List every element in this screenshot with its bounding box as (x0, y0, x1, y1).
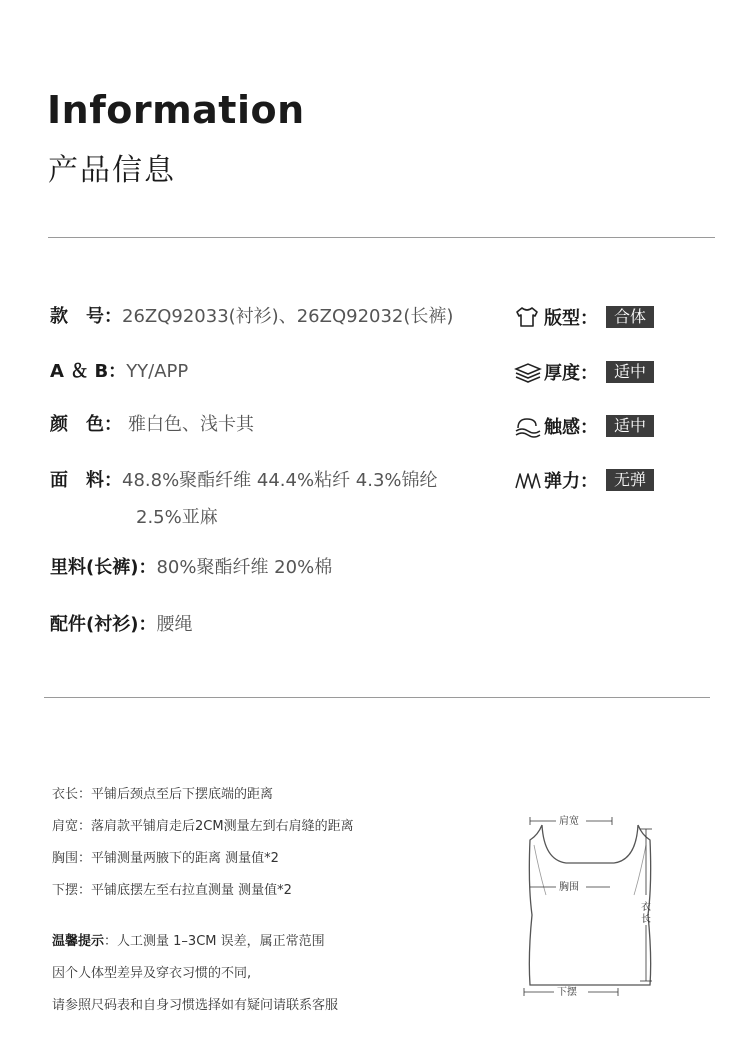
attr-tag: 合体 (606, 306, 654, 328)
tips-text: ：人工测量 1–3CM 误差，属正常范围 (104, 934, 325, 949)
attr-label: 版型： (544, 308, 598, 329)
spec-style-no (50, 305, 453, 329)
attr-label: 厚度： (544, 363, 598, 384)
spec-label: 颜 色： (50, 414, 122, 435)
diagram-length-char: 长 (641, 914, 651, 925)
attr-fit (514, 304, 654, 330)
diagram-shoulder-label: 肩宽 (559, 816, 579, 827)
spec-label: 配件(衬衫)： (50, 614, 157, 635)
attr-label: 触感： (544, 417, 598, 438)
diagram-chest-label: 胸围 (559, 882, 579, 893)
diagram-length-label (641, 900, 651, 925)
spec-fabric-line2 (136, 506, 218, 530)
elastic-wave-icon (514, 468, 542, 492)
diagram-length-char: 衣 (641, 902, 651, 913)
note-label: 肩宽： (52, 819, 92, 834)
note-text: 平铺测量两腋下的距离 测量值*2 (91, 851, 279, 866)
spec-label: 款 号： (50, 306, 122, 327)
measure-note-shoulder (52, 815, 354, 834)
attr-label: 弹力： (544, 471, 598, 492)
measurement-diagram (510, 805, 670, 1005)
note-label: 衣长： (52, 787, 92, 802)
title-english: Information (47, 88, 305, 132)
spec-label: 里料(长裤)： (50, 557, 157, 578)
tshirt-icon (514, 305, 542, 329)
spec-value: 腰绳 (156, 614, 193, 635)
measure-note-length (52, 783, 273, 802)
tips-line1 (52, 930, 325, 949)
spec-value: 雅白色、浅卡其 (128, 414, 254, 435)
middle-divider (44, 697, 710, 698)
attr-tag: 适中 (606, 415, 654, 437)
tips-line2: 因个人体型差异及穿衣习惯的不同, (52, 966, 252, 981)
spec-lining (50, 556, 332, 580)
spec-label: A ＆ B： (50, 361, 127, 382)
spec-value: 48.8%聚酯纤维 44.4%粘纤 4.3%锦纶 (122, 470, 438, 491)
spec-color (50, 413, 254, 437)
note-label: 下摆： (52, 883, 92, 898)
spec-value: YY/APP (126, 361, 189, 382)
spec-value: 26ZQ92033(衬衫)、26ZQ92032(长裤) (122, 306, 454, 327)
tips-label: 温馨提示 (52, 934, 105, 949)
title-chinese: 产品信息 (48, 153, 176, 188)
hand-touch-icon (514, 414, 542, 438)
spec-label: 面 料： (50, 470, 122, 491)
note-text: 平铺底摆左至右拉直测量 测量值*2 (91, 883, 292, 898)
spec-value: 80%聚酯纤维 20%棉 (156, 557, 333, 578)
attr-elasticity (514, 467, 654, 493)
attr-tag: 适中 (606, 361, 654, 383)
measure-note-hem (52, 879, 292, 898)
spec-fabric (50, 469, 438, 493)
attr-thickness (514, 359, 654, 385)
top-divider (48, 237, 715, 238)
spec-ab (50, 360, 188, 384)
tank-top-outline (529, 825, 650, 985)
diagram-hem-label: 下摆 (557, 987, 577, 998)
note-text: 落肩款平铺肩走后2CM测量左到右肩缝的距离 (91, 819, 354, 834)
spec-accessory (50, 613, 192, 637)
tips-line3: 请参照尺码表和自身习惯选择如有疑问请联系客服 (52, 998, 339, 1013)
attr-tag: 无弹 (606, 469, 654, 491)
note-text: 平铺后颈点至后下摆底端的距离 (91, 787, 274, 802)
attr-touch (514, 413, 654, 439)
note-label: 胸围： (52, 851, 92, 866)
spec-value: 2.5%亚麻 (136, 507, 218, 528)
measure-note-chest (52, 847, 279, 866)
layers-icon (514, 360, 542, 384)
